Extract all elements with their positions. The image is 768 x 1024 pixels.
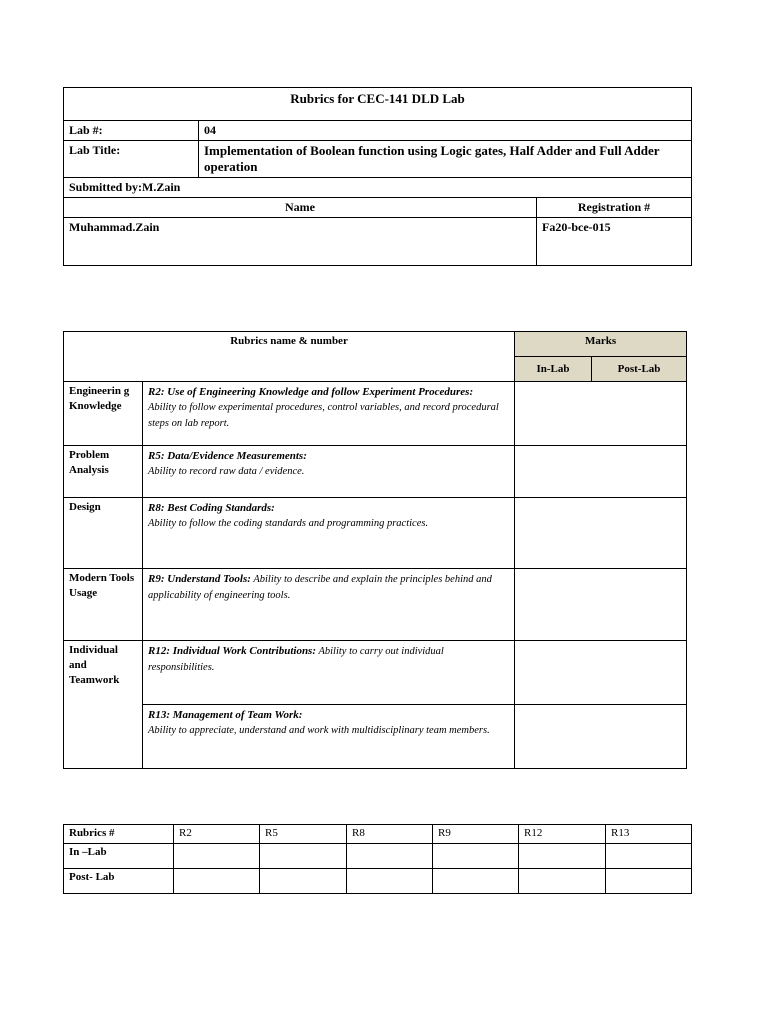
registration-number: Fa20-bce-015 [537,218,692,266]
score-cell[interactable] [347,869,433,894]
score-cell[interactable] [260,844,347,869]
rubric-row [64,569,687,641]
rubrics-number-label: Rubrics # [64,825,174,844]
submitted-by: Submitted by:M.Zain [64,178,692,198]
rubric-description-cell [143,446,515,498]
rubric-title: R2: Use of Engineering Knowledge and follow Experiment Procedures: [148,386,474,398]
lab-info-table [63,87,692,266]
rubric-description: Ability to follow the coding standards and programming practices. [148,518,429,529]
score-cell[interactable] [174,869,260,894]
marks-cell[interactable] [515,705,687,769]
rubrics-table [63,331,687,769]
student-name: Muhammad.Zain [64,218,537,266]
in-lab-row-label: In –Lab [64,844,174,869]
rubric-title: R8: Best Coding Standards: [148,502,275,514]
rubric-category: Modern Tools Usage [64,569,143,641]
rubric-description-cell [143,641,515,705]
registration-column-header: Registration # [537,198,692,218]
rubric-category: Engineerin g Knowledge [64,382,143,446]
document-title: Rubrics for CEC-141 DLD Lab [64,88,692,121]
lab-number-label: Lab #: [64,121,199,141]
rubric-row [64,446,687,498]
rubric-column-header: R2 [174,825,260,844]
rubric-title: R5: Data/Evidence Measurements: [148,450,307,462]
rubric-category: Individual and Teamwork [64,641,143,769]
marks-cell[interactable] [515,569,687,641]
rubric-description-cell [143,498,515,569]
post-lab-header: Post-Lab [592,357,687,382]
rubric-title: R9: Understand Tools: [148,573,251,585]
rubric-row [64,498,687,569]
rubric-column-header: R13 [606,825,692,844]
score-cell[interactable] [606,844,692,869]
rubric-category: Design [64,498,143,569]
score-cell[interactable] [174,844,260,869]
rubric-column-header: R9 [433,825,519,844]
rubric-row [64,382,687,446]
rubric-description: Ability to carry out individual responsibilities. [148,646,444,673]
rubric-description-cell [143,569,515,641]
score-cell[interactable] [433,869,519,894]
lab-title-label: Lab Title: [64,141,199,178]
marks-cell[interactable] [515,446,687,498]
rubric-description: Ability to appreciate, understand and work with multidisciplinary team members. [148,725,490,736]
score-cell[interactable] [519,869,606,894]
rubric-title: R13: Management of Team Work: [148,709,303,721]
name-column-header: Name [64,198,537,218]
rubric-description-cell [143,382,515,446]
marks-header: Marks [515,332,687,357]
rubric-category: Problem Analysis [64,446,143,498]
post-lab-row-label: Post- Lab [64,869,174,894]
rubric-description: Ability to record raw data / evidence. [148,466,305,477]
score-cell[interactable] [433,844,519,869]
rubric-description-cell [143,705,515,769]
rubrics-summary-table [63,824,692,894]
marks-cell[interactable] [515,498,687,569]
score-cell[interactable] [519,844,606,869]
lab-number-value: 04 [199,121,692,141]
rubrics-name-header: Rubrics name & number [64,332,515,382]
lab-title-value: Implementation of Boolean function using Logic gates, Half Adder and Full Adder operation [199,141,692,178]
rubric-title: R12: Individual Work Contributions: [148,645,317,657]
rubric-description: Ability to describe and explain the principles behind and applicability of engineering tools. [148,574,492,601]
marks-cell[interactable] [515,382,687,446]
rubric-row [64,705,687,769]
score-cell[interactable] [347,844,433,869]
rubric-column-header: R5 [260,825,347,844]
score-cell[interactable] [606,869,692,894]
in-lab-header: In-Lab [515,357,592,382]
rubric-row [64,641,687,705]
rubric-column-header: R12 [519,825,606,844]
rubric-column-header: R8 [347,825,433,844]
score-cell[interactable] [260,869,347,894]
rubric-description: Ability to follow experimental procedures, control variables, and record procedural steps on lab report. [148,402,499,429]
marks-cell[interactable] [515,641,687,705]
